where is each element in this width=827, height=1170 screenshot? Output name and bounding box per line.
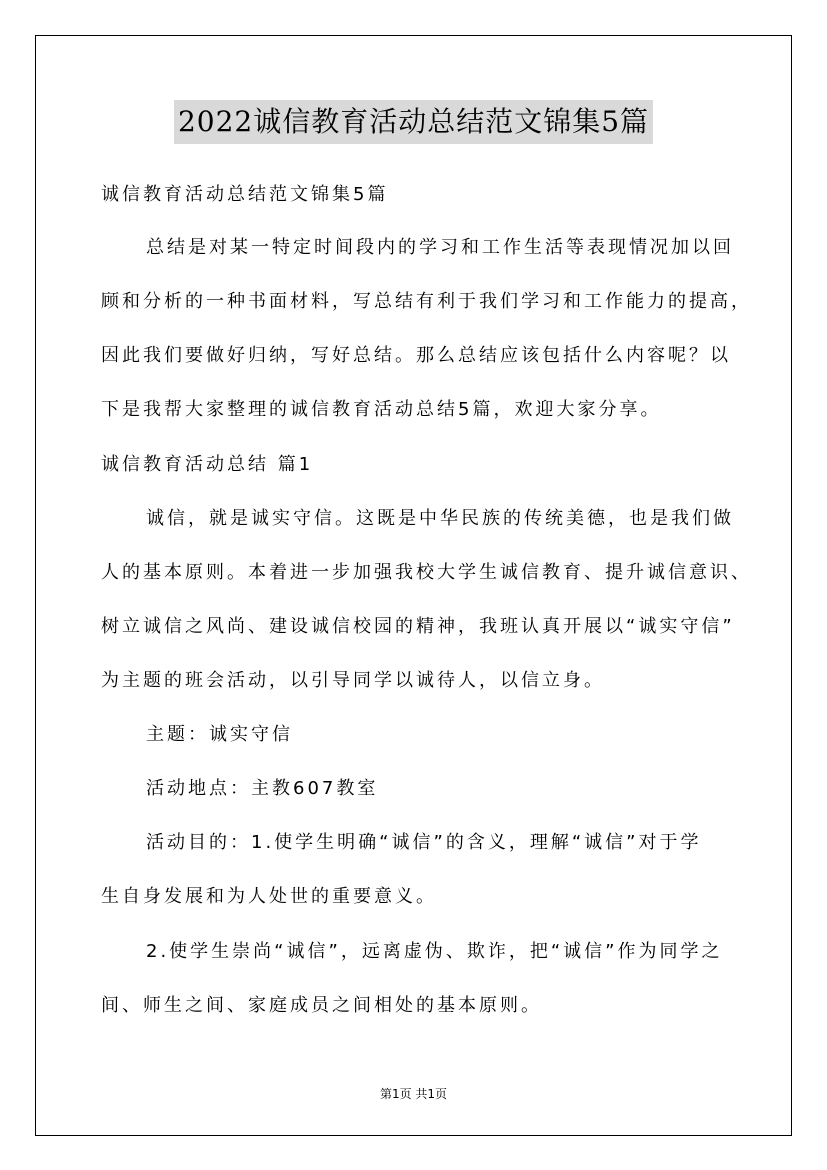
purpose-line: 生自身发展和为人处世的重要意义。 <box>101 886 437 907</box>
purpose-line: 活动目的：1.使学生明确“诚信”的含义，理解“诚信”对于学 <box>146 832 702 853</box>
purpose-line: 间、师生之间、家庭成员之间相处的基本原则。 <box>101 995 542 1016</box>
subtitle-line: 诚信教育活动总结范文锦集5篇 <box>101 184 389 205</box>
title-container <box>0 100 827 144</box>
purpose-line: 2.使学生崇尚“诚信”，远离虚伪、欺诈，把“诚信”作为同学之 <box>146 941 723 962</box>
paragraph-line: 为主题的班会活动，以引导同学以诚待人，以信立身。 <box>101 670 605 691</box>
paragraph-line: 人的基本原则。本着进一步加强我校大学生诚信教育、提升诚信意识、 <box>101 562 752 583</box>
paragraph-line: 因此我们要做好归纳，写好总结。那么总结应该包括什么内容呢？以 <box>101 345 731 366</box>
paragraph-line: 树立诚信之风尚、建设诚信校园的精神，我班认真开展以“诚实守信” <box>101 616 735 637</box>
document-title: 2022诚信教育活动总结范文锦集5篇 <box>174 100 653 144</box>
theme-line: 主题：诚实守信 <box>146 724 293 745</box>
paragraph-line: 诚信，就是诚实守信。这既是中华民族的传统美德，也是我们做 <box>146 508 734 529</box>
location-line: 活动地点：主教607教室 <box>146 778 379 799</box>
paragraph-line: 下是我帮大家整理的诚信教育活动总结5篇，欢迎大家分享。 <box>101 399 662 420</box>
paragraph-line: 顾和分析的一种书面材料，写总结有利于我们学习和工作能力的提高， <box>101 291 752 312</box>
section-heading: 诚信教育活动总结 篇1 <box>101 454 314 475</box>
page-footer: 第1页 共1页 <box>379 1087 448 1101</box>
paragraph-line: 总结是对某一特定时间段内的学习和工作生活等表现情况加以回 <box>146 237 734 258</box>
